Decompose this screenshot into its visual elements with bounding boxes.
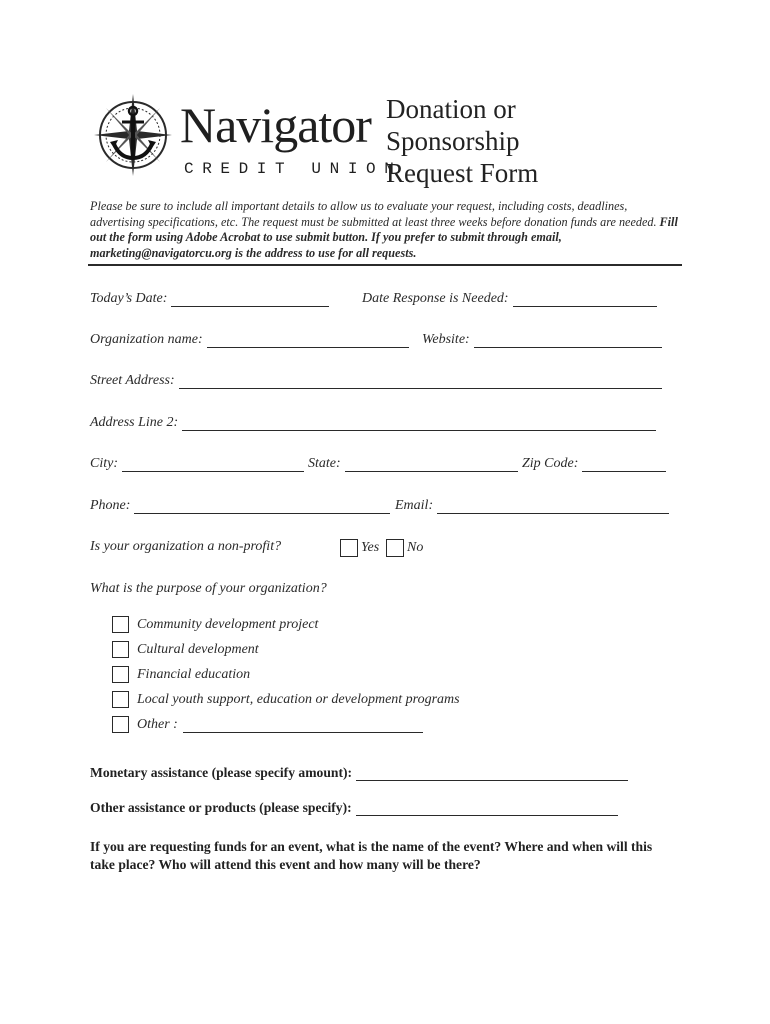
city-label: City: <box>90 456 118 471</box>
title-line-2: Sponsorship <box>386 126 520 156</box>
state-label: State: <box>308 456 341 471</box>
nonprofit-no-checkbox[interactable] <box>386 539 404 557</box>
date-response-row <box>362 291 657 307</box>
nonprofit-no-option <box>386 539 423 557</box>
address2-row <box>90 415 656 431</box>
email-field[interactable] <box>437 499 669 514</box>
nonprofit-question: Is your organization a non-profit? <box>90 539 282 554</box>
compass-anchor-icon <box>92 92 174 178</box>
email-label: Email: <box>395 498 434 513</box>
zip-field[interactable] <box>582 457 666 472</box>
city-field[interactable] <box>122 457 304 472</box>
other-assistance-label: Other assistance or products (please specify): <box>90 800 352 815</box>
intro-text: Please be sure to include all important details to allow us to evaluate your request, including costs, deadlines, advertising specifications, etc. The request must be submitted at least three weeks before donation funds are needed. <box>90 199 657 229</box>
other-assistance-field[interactable] <box>356 801 618 816</box>
org-name-row <box>90 332 409 348</box>
todays-date-label: Today’s Date: <box>90 291 168 306</box>
date-response-field[interactable] <box>513 292 657 307</box>
address2-field[interactable] <box>182 416 656 431</box>
monetary-label: Monetary assistance (please specify amount): <box>90 765 353 780</box>
logo-wordmark: Navigator <box>180 97 371 153</box>
monetary-field[interactable] <box>356 766 628 781</box>
zip-label: Zip Code: <box>522 456 579 471</box>
website-field[interactable] <box>474 333 662 348</box>
nonprofit-row <box>90 539 281 555</box>
city-row <box>90 456 304 472</box>
state-row <box>308 456 518 472</box>
phone-label: Phone: <box>90 498 131 513</box>
todays-date-field[interactable] <box>171 292 329 307</box>
purpose-question: What is the purpose of your organization? <box>90 581 327 596</box>
purpose-option <box>112 666 250 683</box>
street-row <box>90 373 662 389</box>
phone-row <box>90 498 390 514</box>
logo-subtitle: CREDIT UNION <box>184 160 403 178</box>
intro-submit-instructions: Fill out the form using Adobe Acrobat to use submit button. If you prefer to submit through email, marketing@navigatorcu.org is the address to use for all requests. <box>90 214 678 260</box>
other-assistance-row <box>90 800 618 816</box>
purpose-option-label: Community development project <box>137 616 319 632</box>
event-question: If you are requesting funds for an event, what is the name of the event? Where and when will this take place? Who will attend this event and how many will be there? <box>90 839 653 872</box>
email-row <box>395 498 669 514</box>
nonprofit-yes-option <box>340 539 379 557</box>
purpose-option-label: Cultural development <box>137 641 259 657</box>
website-label: Website: <box>422 332 470 347</box>
purpose-checkbox[interactable] <box>112 616 129 633</box>
purpose-row <box>90 581 327 597</box>
purpose-option-other <box>112 716 423 733</box>
nonprofit-yes-label: Yes <box>361 540 380 555</box>
purpose-option <box>112 616 318 633</box>
nonprofit-no-label: No <box>407 540 424 555</box>
purpose-other-field[interactable] <box>183 718 423 733</box>
intro-paragraph <box>90 199 680 261</box>
purpose-checkbox[interactable] <box>112 691 129 708</box>
purpose-option-label: Other : <box>137 716 178 732</box>
address2-label: Address Line 2: <box>90 415 179 430</box>
title-line-1: Donation or <box>386 94 516 124</box>
zip-row <box>522 456 666 472</box>
title-line-3: Request Form <box>386 158 539 188</box>
purpose-option <box>112 691 460 708</box>
purpose-checkbox[interactable] <box>112 666 129 683</box>
monetary-row <box>90 765 628 781</box>
org-name-field[interactable] <box>207 333 409 348</box>
website-row <box>422 332 662 348</box>
purpose-option-label: Local youth support, education or development programs <box>137 691 460 707</box>
org-name-label: Organization name: <box>90 332 203 347</box>
header-divider <box>88 264 682 266</box>
nonprofit-yes-checkbox[interactable] <box>340 539 358 557</box>
street-field[interactable] <box>179 374 662 389</box>
purpose-other-checkbox[interactable] <box>112 716 129 733</box>
phone-field[interactable] <box>134 499 390 514</box>
state-field[interactable] <box>345 457 518 472</box>
form-title <box>386 93 538 189</box>
todays-date-row <box>90 291 329 307</box>
purpose-option <box>112 641 259 658</box>
purpose-option-label: Financial education <box>137 666 251 682</box>
date-response-label: Date Response is Needed: <box>362 291 509 306</box>
street-label: Street Address: <box>90 373 175 388</box>
purpose-checkbox[interactable] <box>112 641 129 658</box>
